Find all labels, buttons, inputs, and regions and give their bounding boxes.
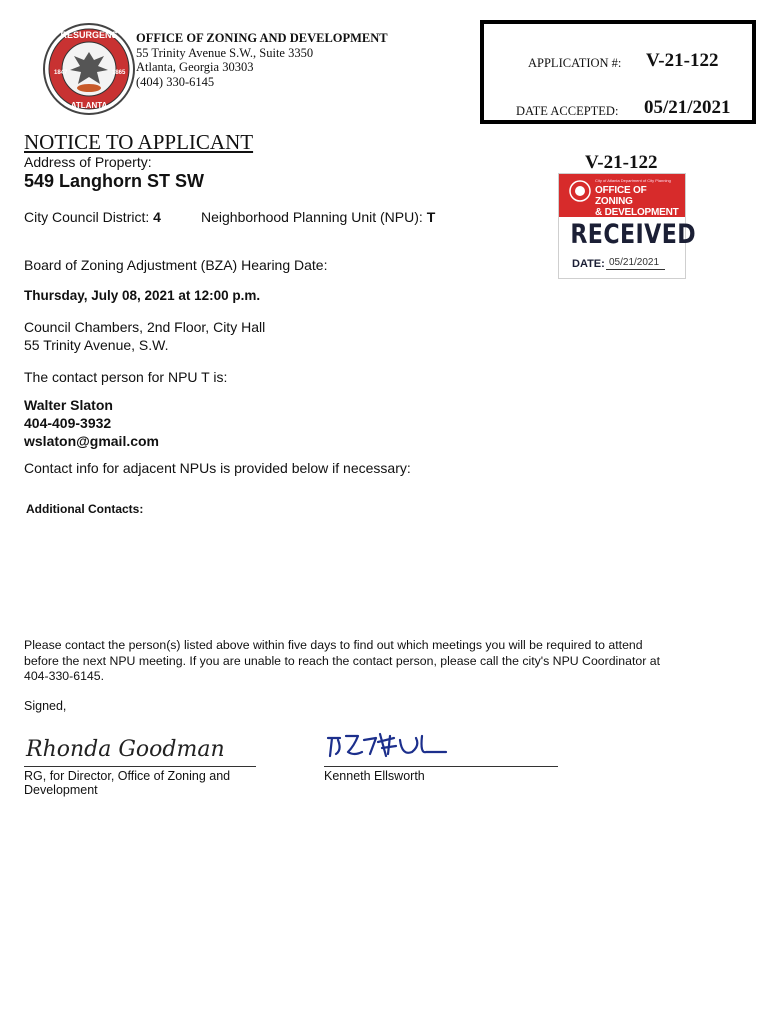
office-address-line1: 55 Trinity Avenue S.W., Suite 3350 xyxy=(136,45,314,60)
stamp-office-line1: OFFICE OF ZONING xyxy=(595,185,647,207)
property-address-label: Address of Property: xyxy=(24,154,152,170)
stamp-office-name xyxy=(595,185,683,218)
contact-phone: 404-409-3932 xyxy=(24,415,112,431)
council-district xyxy=(24,209,161,225)
left-signature-caption xyxy=(24,769,230,797)
stamp-header-band xyxy=(559,174,685,217)
office-phone: (404) 330-6145 xyxy=(136,75,215,90)
council-district-value: 4 xyxy=(153,209,161,225)
stamp-department-text: City of Atlanta Department of City Planning xyxy=(595,178,671,183)
hearing-location-line2: 55 Trinity Avenue, S.W. xyxy=(24,337,169,353)
contact-email: wslaton@gmail.com xyxy=(24,433,160,449)
right-signature xyxy=(324,726,454,762)
date-accepted-value: 05/21/2021 xyxy=(644,97,731,118)
npu-contact xyxy=(24,396,159,450)
seal-left-year: 1847 xyxy=(54,70,68,76)
stamp-case-number: V-21-122 xyxy=(585,152,658,173)
received-stamp xyxy=(558,173,697,279)
office-address-line2: Atlanta, Georgia 30303 xyxy=(136,60,254,75)
npu-label: Neighborhood Planning Unit (NPU): xyxy=(201,209,427,225)
contact-intro: The contact person for NPU T is: xyxy=(24,369,228,385)
npu-value: T xyxy=(426,209,436,225)
left-caption-line2: Development xyxy=(24,783,98,797)
left-signature-line xyxy=(24,766,256,767)
hearing-date: Thursday, July 08, 2021 at 12:00 p.m. xyxy=(24,288,261,303)
city-of-atlanta-seal xyxy=(42,22,136,116)
office-contact-block xyxy=(136,31,388,90)
instructions-line3: 404-330-6145. xyxy=(24,669,104,683)
seal-bottom-text: ATLANTA xyxy=(70,101,108,110)
seal-top-text: RESURGENS xyxy=(60,30,118,40)
hearing-date-label: Board of Zoning Adjustment (BZA) Hearing Date: xyxy=(24,257,328,273)
stamp-received-text: RECEIVED xyxy=(570,219,697,250)
stamp-date-label: DATE: xyxy=(572,258,605,270)
application-info-box xyxy=(480,20,756,124)
left-signature xyxy=(24,728,225,768)
stamp-office-line2: & DEVELOPMENT xyxy=(595,207,679,218)
office-name: OFFICE OF ZONING AND DEVELOPMENT xyxy=(136,31,388,45)
application-number-label: APPLICATION #: xyxy=(528,56,622,70)
stamp-logo-icon xyxy=(569,180,591,202)
adjacent-npu-info: Contact info for adjacent NPUs is provided below if necessary: xyxy=(24,460,411,476)
council-district-label: City Council District: xyxy=(24,209,154,225)
signed-label: Signed, xyxy=(24,699,67,713)
right-signature-caption: Kenneth Ellsworth xyxy=(324,769,425,783)
left-caption-line1: RG, for Director, Office of Zoning and xyxy=(24,769,231,783)
left-signature-text: Rhonda Goodman xyxy=(26,737,225,762)
property-address: 549 Langhorn ST SW xyxy=(24,171,205,191)
additional-contacts-label: Additional Contacts: xyxy=(26,502,144,516)
notice-title: NOTICE TO APPLICANT xyxy=(24,130,254,154)
instructions-line2: before the next NPU meeting. If you are unable to reach the contact person, please call the city's NPU Coordinator at xyxy=(24,653,660,668)
hearing-location xyxy=(24,318,265,354)
npu xyxy=(201,209,435,225)
stamp-date-value: 05/21/2021 xyxy=(606,257,665,270)
right-signature-line xyxy=(324,766,558,767)
instructions-line1: Please contact the person(s) listed above within five days to find out which meetings you will be required to attend xyxy=(24,638,643,652)
instructions-paragraph xyxy=(24,638,754,685)
contact-name: Walter Slaton xyxy=(24,397,113,413)
seal-right-year: 1865 xyxy=(112,70,126,76)
application-number: V-21-122 xyxy=(646,50,719,71)
date-accepted-label: DATE ACCEPTED: xyxy=(516,104,619,118)
hearing-location-line1: Council Chambers, 2nd Floor, City Hall xyxy=(24,319,266,335)
